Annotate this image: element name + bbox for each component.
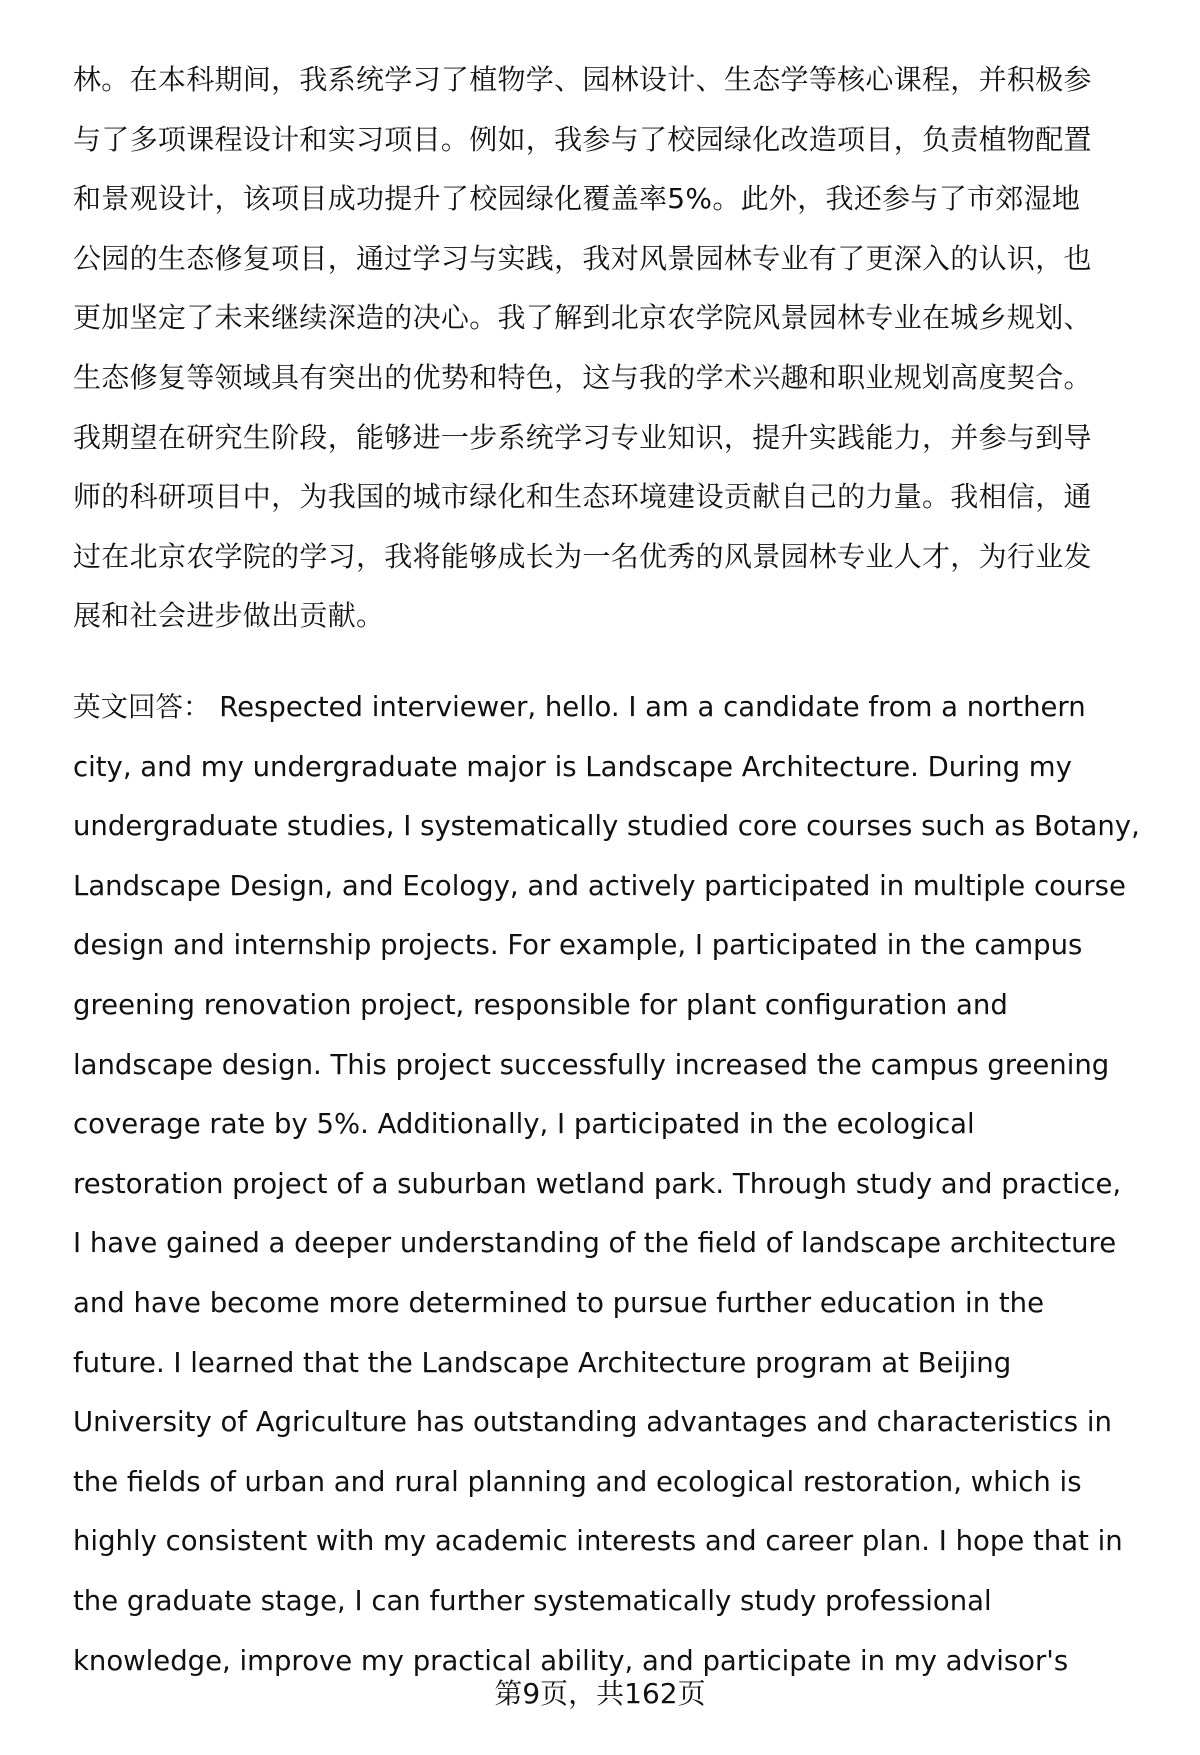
chinese-text-line: 我期望在研究生阶段，能够进一步系统学习专业知识，提升实践能力，并参与到导 — [73, 420, 1092, 454]
english-text-line: knowledge, improve my practical ability, and participate in my advisor's — [73, 1644, 1069, 1677]
chinese-text-line: 生态修复等领域具有突出的优势和特色，这与我的学术兴趣和职业规划高度契合。 — [73, 361, 1092, 394]
english-text-line: design and internship projects. For example, I participated in the campus — [73, 929, 1083, 962]
english-text-line: coverage rate by 5%. Additionally, I participated in the ecological — [73, 1108, 975, 1141]
chinese-text-line: 更加坚定了未来继续深造的决心。我了解到北京农学院风景园林专业在城乡规划、 — [73, 301, 1092, 335]
english-text-line: the fields of urban and rural planning and ecological restoration, which is — [73, 1465, 1082, 1498]
english-text-line: University of Agriculture has outstanding advantages and characteristics in — [73, 1406, 1112, 1439]
chinese-text-line: 公园的生态修复项目，通过学习与实践，我对风景园林专业有了更深入的认识，也 — [73, 241, 1092, 275]
english-text-line: 英文回答： Respected interviewer, hello. I am a candidate from a northern — [73, 691, 1086, 723]
page-number-footer: 第9页，共162页 — [494, 1677, 706, 1710]
english-text-line: future. I learned that the Landscape Architecture program at Beijing — [73, 1346, 1012, 1379]
english-text-line: highly consistent with my academic interests and career plan. I hope that in — [73, 1525, 1123, 1558]
chinese-text-line: 林。在本科期间，我系统学习了植物学、园林设计、生态学等核心课程，并积极参 — [73, 63, 1092, 96]
english-text-line: greening renovation project, responsible for plant configuration and — [73, 989, 1008, 1021]
chinese-text-line: 师的科研项目中，为我国的城市绿化和生态环境建设贡献自己的力量。我相信，通 — [73, 480, 1092, 514]
english-text-line: city, and my undergraduate major is Landscape Architecture. During my — [73, 750, 1072, 783]
english-text-line: the graduate stage, I can further systematically study professional — [73, 1585, 992, 1617]
english-text-line: Landscape Design, and Ecology, and actively participated in multiple course — [73, 869, 1126, 902]
chinese-text-line: 和景观设计，该项目成功提升了校园绿化覆盖率5%。此外，我还参与了市郊湿地 — [73, 182, 1081, 216]
english-text-line: restoration project of a suburban wetland park. Through study and practice, — [73, 1167, 1122, 1200]
english-text-line: I have gained a deeper understanding of the field of landscape architecture — [73, 1227, 1117, 1260]
english-text-line: undergraduate studies, I systematically studied core courses such as Botany, — [73, 810, 1140, 843]
chinese-text-line: 过在北京农学院的学习，我将能够成长为一名优秀的风景园林专业人才，为行业发 — [73, 539, 1092, 573]
chinese-text-line: 展和社会进步做出贡献。 — [73, 599, 385, 633]
english-text-line: and have become more determined to pursue further education in the — [73, 1287, 1044, 1319]
chinese-text-line: 与了多项课程设计和实习项目。例如，我参与了校园绿化改造项目，负责植物配置 — [73, 122, 1092, 156]
english-text-line: landscape design. This project successfully increased the campus greening — [73, 1048, 1110, 1081]
